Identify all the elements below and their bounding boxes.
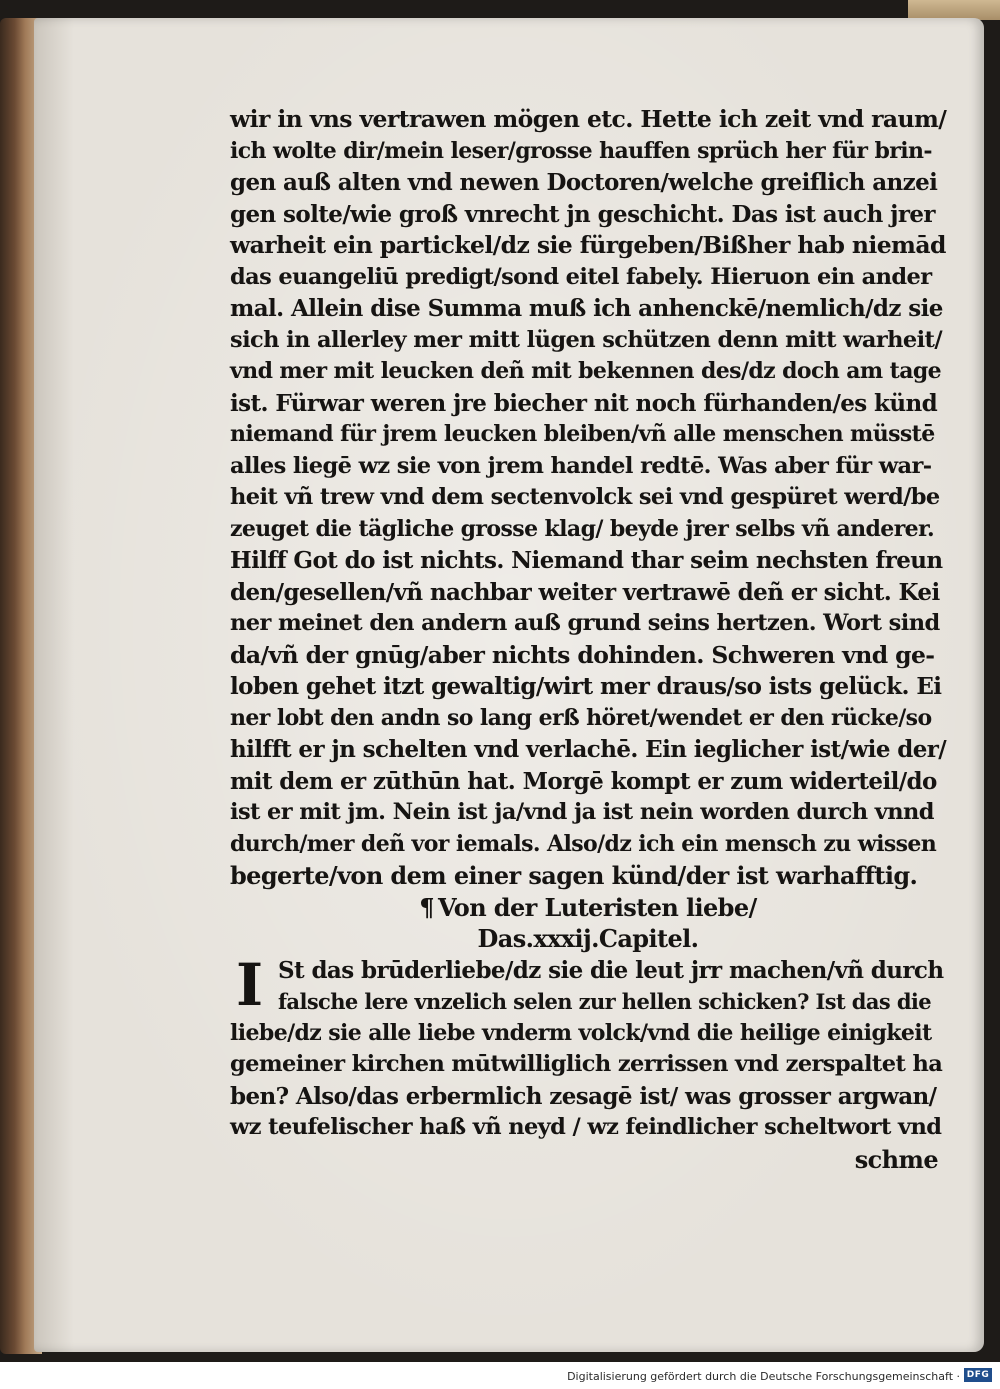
chapter-heading-text: Von der Luteristen liebe/ bbox=[437, 892, 757, 922]
text-line: loben gehet itzt gewaltig/wirt mer draus/so ists gelück. Ei bbox=[230, 673, 942, 700]
text-line: ner lobt den andn so lang erß höret/wendet er den rücke/so bbox=[230, 704, 932, 731]
text-line: liebe/dz sie alle liebe vnderm volck/vnd die heilige einigkeit bbox=[230, 1019, 932, 1046]
text-line: hilfft er jn schelten vnd verlachē. Ein ieglicher ist/wie der/ bbox=[230, 736, 947, 763]
text-line: heit vñ trew vnd dem sectenvolck sei vnd gespüret werd/be bbox=[230, 484, 940, 510]
text-line: ich wolte dir/mein leser/grosse hauffen sprüch her für brin- bbox=[230, 137, 932, 164]
text-line: wir in vns vertrawen mögen etc. Hette ich zeit vnd raum/ bbox=[230, 105, 947, 133]
text-line: durch/mer deñ vor iemals. Also/dz ich ein mensch zu wissen bbox=[230, 830, 937, 857]
text-line: ist er mit jm. Nein ist ja/vnd ja ist nein worden durch vnnd bbox=[230, 799, 934, 825]
text-line: alles liegē wz sie von jrem handel redtē. Was aber für war- bbox=[230, 452, 932, 479]
text-line: vnd mer mit leucken deñ mit bekennen des/dz doch am tage bbox=[230, 358, 942, 384]
text-line: ben? Also/das erbermlich zesagē ist/ was grosser argwan/ bbox=[230, 1082, 937, 1110]
text-line: warheit ein partickel/dz sie fürgeben/Bißher hab niemād bbox=[230, 231, 946, 259]
dfg-logo: DFG bbox=[964, 1368, 992, 1382]
catchword: schme bbox=[854, 1144, 938, 1174]
book-corner bbox=[908, 0, 1000, 20]
footer-bar bbox=[0, 1362, 1000, 1389]
chapter-heading bbox=[230, 892, 946, 924]
text-line: sich in allerley mer mitt lügen schützen denn mitt warheit/ bbox=[230, 326, 942, 353]
text-line: falsche lere vnzelich selen zur hellen schicken? Ist das die bbox=[278, 989, 932, 1014]
text-line: begerte/von dem einer sagen künd/der ist warhafftig. bbox=[230, 861, 918, 890]
text-line: gen auß alten vnd newen Doctoren/welche greiflich anzei bbox=[230, 169, 938, 196]
text-line: den/gesellen/vñ nachbar weiter vertrawē deñ er sicht. Kei bbox=[230, 578, 940, 606]
text-line: ist. Fürwar weren jre biecher nit noch fürhanden/es künd bbox=[230, 389, 938, 417]
text-line: zeuget die tägliche grosse klag/ beyde jrer selbs vñ anderer. bbox=[230, 515, 935, 542]
text-line: wz teufelischer haß vñ neyd / wz feindlicher scheltwort vnd bbox=[230, 1114, 942, 1140]
initial-letter: I bbox=[236, 950, 264, 1019]
text-line: mal. Allein dise Summa muß ich anhenckē/nemlich/dz sie bbox=[230, 295, 943, 322]
text-line: das euangeliū predigt/sond eitel fabely. Hieruon ein ander bbox=[230, 263, 932, 290]
text-line: St das brūderliebe/dz sie die leut jrr machen/vñ durch bbox=[278, 956, 944, 984]
text-line: mit dem er zūthūn hat. Morgē kompt er zum widerteil/do bbox=[230, 767, 937, 795]
chapter-body bbox=[230, 950, 946, 1176]
text-line: da/vñ der gnūg/aber nichts dohinden. Schweren vnd ge- bbox=[230, 640, 935, 669]
text-line: gen solte/wie groß vnrecht jn geschicht. Das ist auch jrer bbox=[230, 200, 935, 228]
text-line: gemeiner kirchen mūtwilliglich zerrissen vnd zerspaltet ha bbox=[230, 1051, 943, 1077]
text-block bbox=[230, 104, 946, 1175]
text-line: ner meinet den andern auß grund seins hertzen. Wort sind bbox=[230, 610, 940, 636]
funding-notice: Digitalisierung gefördert durch die Deutsche Forschungsgemeinschaft · bbox=[567, 1370, 960, 1383]
text-line: niemand für jrem leucken bleiben/vñ alle menschen müsstē bbox=[230, 421, 935, 447]
pilcrow-mark: ¶ bbox=[419, 892, 434, 922]
text-line: Hilff Got do ist nichts. Niemand thar seim nechsten freun bbox=[230, 547, 943, 574]
chapter-number: Das.xxxij.Capitel. bbox=[477, 924, 699, 953]
